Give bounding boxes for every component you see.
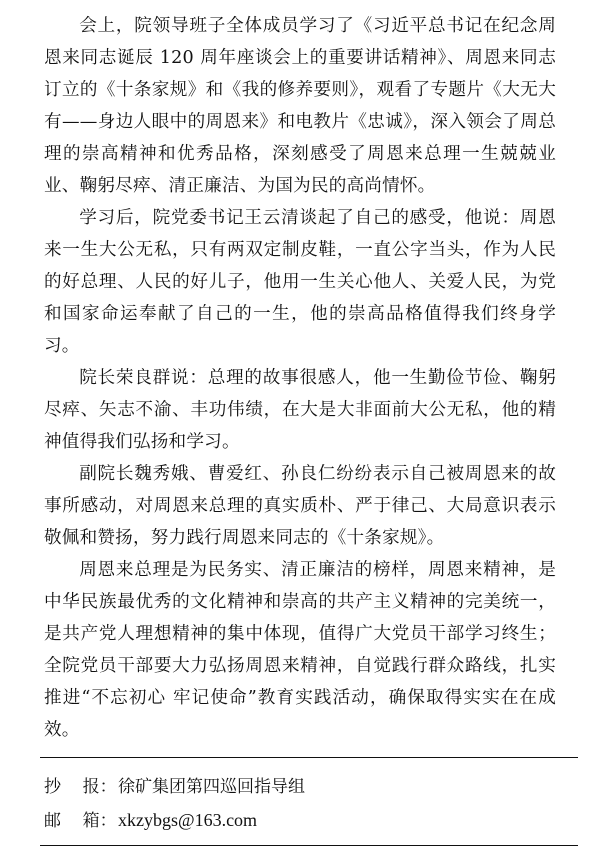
email-label: 邮 箱：: [44, 811, 117, 831]
footer-divider-bottom: [40, 845, 578, 846]
paragraph-meeting-study: 会上，院领导班子全体成员学习了《习近平总书记在纪念周恩来同志诞辰 120 周年座谈会上的重要讲话精神》、周恩来同志订立的《十条家规》和《我的修养要则》，观看了专题片《大无大有——身边人眼中的周恩来》和电教片《忠诚》，深入领会了周总理的崇高精神和优秀品格，深刻感受了周恩来总理一生兢兢业业、鞠躬尽瘁、清正廉洁、为国为民的高尚情怀。: [44, 16, 556, 196]
paragraph-vice-presidents: 副院长魏秀娥、曹爱红、孙良仁纷纷表示自己被周恩来的故事所感动，对周恩来总理的真实质朴、严于律己、大局意识表示敬佩和赞扬，努力践行周恩来同志的《十条家规》。: [44, 464, 556, 548]
email-value[interactable]: xkzybgs@163.com: [118, 810, 258, 830]
footer-divider-top: [40, 757, 578, 758]
footer-email-row: [44, 808, 257, 833]
paragraph-conclusion: 周恩来总理是为民务实、清正廉洁的榜样，周恩来精神，是中华民族最优秀的文化精神和崇高的共产主义精神的完美统一，是共产党人理想精神的集中体现，值得广大党员干部学习终生；全院党员干部要大力弘扬周恩来精神，自觉践行群众路线，扎实推进“不忘初心 牢记使命”教育实践活动，确保取得实实在在成效。: [44, 560, 556, 740]
report-label: 抄 报：: [44, 777, 117, 797]
article-body: [44, 10, 556, 746]
footer-report-row: [44, 775, 305, 799]
paragraph-party-secretary: 学习后，院党委书记王云清谈起了自己的感受，他说：周恩来一生大公无私，只有两双定制皮鞋，一直公字当头，作为人民的好总理、人民的好儿子，他用一生关心他人、关爱人民，为党和国家命运奉献了自己的一生，他的崇高品格值得我们终身学习。: [44, 208, 556, 356]
report-value: 徐矿集团第四巡回指导组: [118, 777, 305, 797]
paragraph-president: 院长荣良群说：总理的故事很感人，他一生勤俭节俭、鞠躬尽瘁、矢志不渝、丰功伟绩，在大是大非面前大公无私，他的精神值得我们弘扬和学习。: [44, 368, 556, 452]
